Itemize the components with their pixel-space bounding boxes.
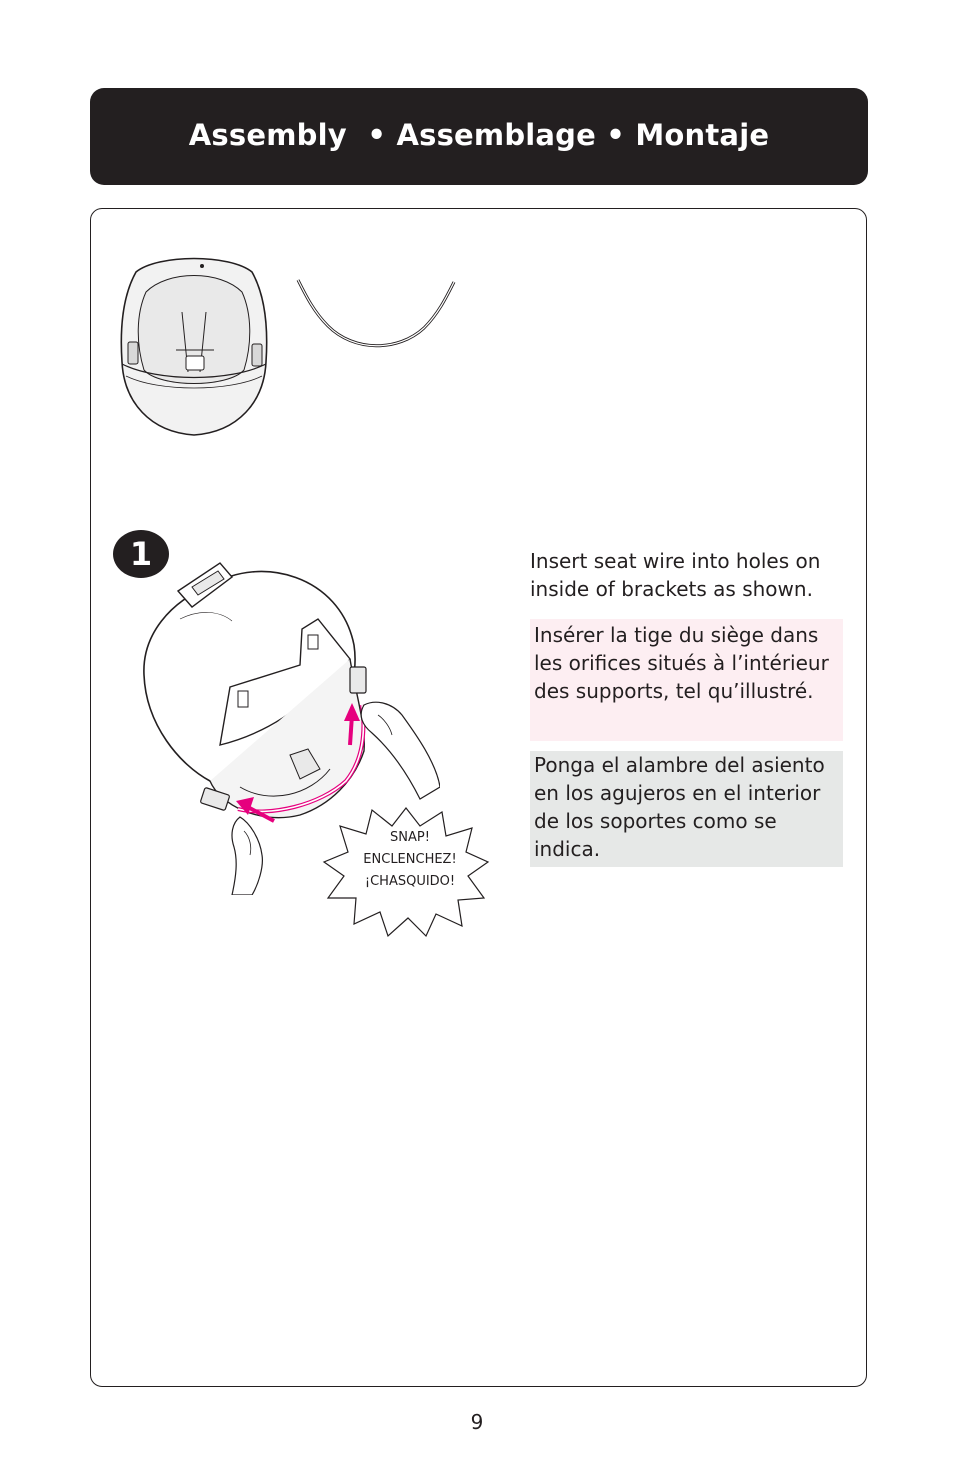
instruction-spanish — [530, 751, 843, 867]
snap-callout-text — [340, 827, 480, 893]
seat-shell-icon — [118, 252, 270, 438]
callout-line-fr: ENCLENCHEZ! — [363, 852, 457, 867]
instruction-english-text: Insert seat wire into holes on inside of brackets as shown. — [530, 549, 821, 601]
callout-line-en: SNAP! — [390, 830, 430, 845]
instruction-spanish-text: Ponga el alambre del asiento en los agujeros en el interior de los soportes como se indica. — [534, 753, 825, 861]
section-header — [90, 88, 868, 185]
instruction-english — [530, 547, 850, 603]
page-number: 9 — [470, 1410, 484, 1434]
seat-wire-icon — [294, 276, 460, 356]
step-number-badge: 1 — [113, 530, 169, 578]
instruction-french-text: Insérer la tige du siège dans les orifices situés à l’intérieur des supports, tel qu’illustré. — [534, 623, 829, 703]
callout-line-es: ¡CHASQUIDO! — [364, 874, 456, 889]
instruction-french — [530, 619, 843, 741]
section-title: Assembly • Assemblage • Montaje — [188, 117, 770, 152]
